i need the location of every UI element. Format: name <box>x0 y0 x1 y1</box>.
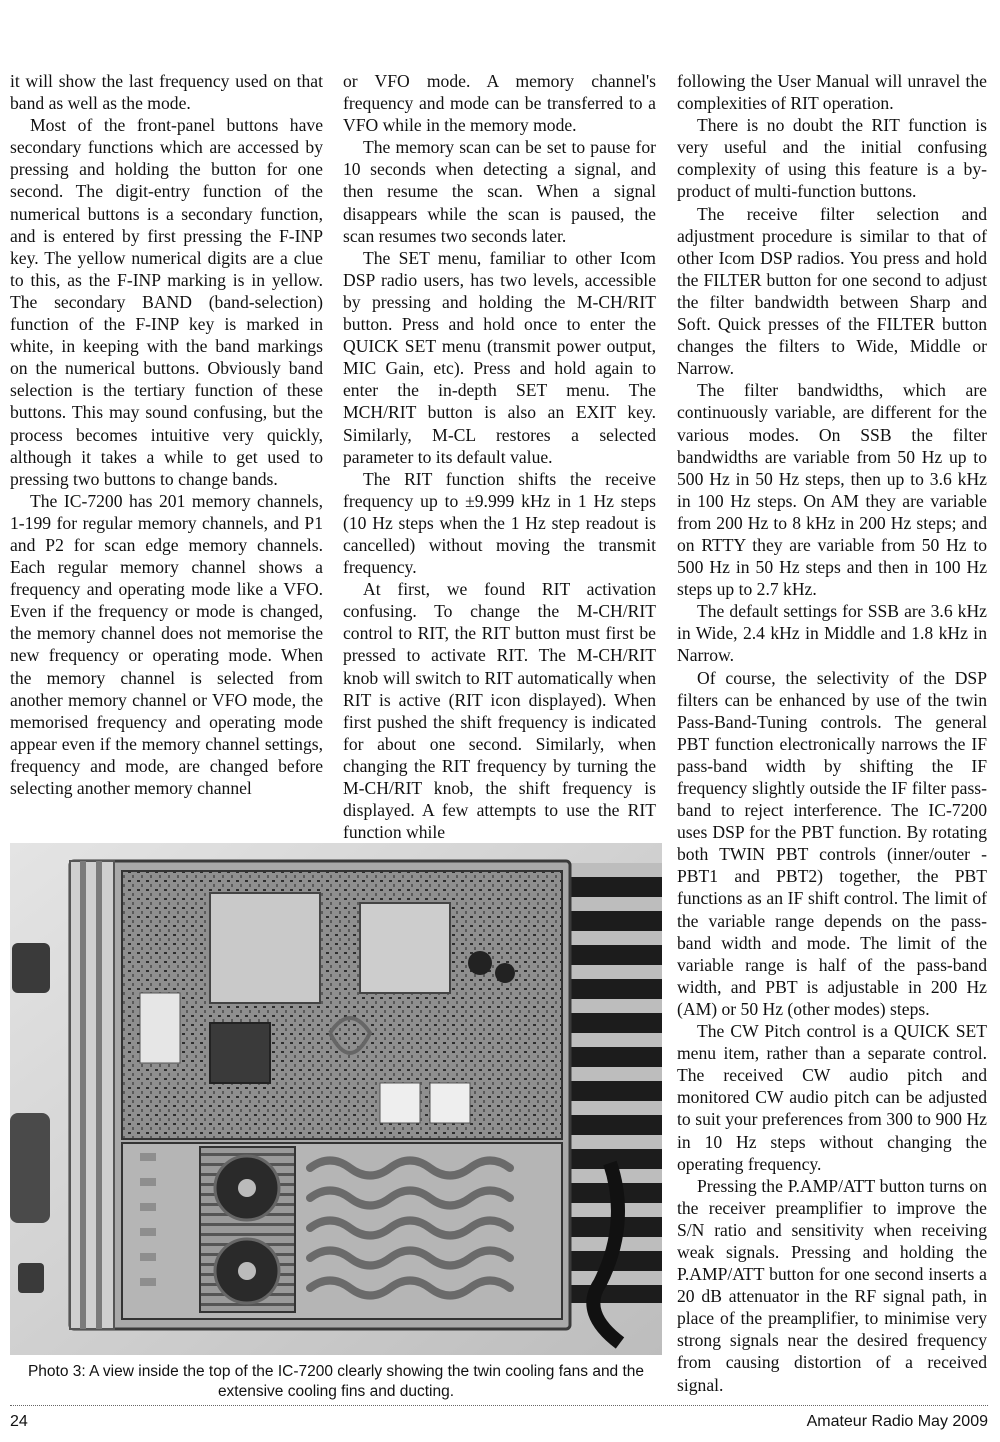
dsp-chip <box>210 1023 270 1083</box>
paragraph: following the User Manual will unravel the complexities of RIT operation. <box>677 71 987 114</box>
article-column-3 <box>677 70 987 1396</box>
article-column-1 <box>10 70 323 799</box>
paragraph: or VFO mode. A memory channel's frequency and mode can be transferred to a VFO while in the memory mode. <box>343 71 656 136</box>
paragraph: The RIT function shifts the receive frequency up to ±9.999 kHz in 1 Hz steps (10 Hz steps when the 1 Hz step readout is cancelled) without moving the transmit frequency. <box>343 468 656 578</box>
paragraph: The default settings for SSB are 3.6 kHz in Wide, 2.4 kHz in Middle and 1.8 kHz in Narrow. <box>677 601 987 666</box>
article-column-2 <box>343 70 656 843</box>
paragraph: The memory scan can be set to pause for 10 seconds when detecting a signal, and then resume the scan. When a signal disappears while the scan is paused, the scan resumes two seconds later. <box>343 137 656 246</box>
footer-divider <box>10 1405 988 1406</box>
photo-caption: Photo 3: A view inside the top of the IC-7200 clearly showing the twin cooling fans and the extensive cooling fins and ducting. <box>27 1363 645 1400</box>
paragraph: it will show the last frequency used on that band as well as the mode. <box>10 71 323 114</box>
circuit-board <box>122 871 562 1139</box>
paragraph: The CW Pitch control is a QUICK SET menu item, rather than a separate control. The received CW audio pitch and monitored CW audio pitch can be adjusted to suit your preferences from 300 to 900 Hz in 10 Hz steps without changing the operating frequency. <box>677 1021 987 1174</box>
paragraph: The SET menu, familiar to other Icom DSP radio users, has two levels, accessible by pressing and holding the M-CH/RIT button. Press and hold once to enter the QUICK SET menu (transmit power output, MIC Gain, etc). Press and hold again to enter the in-depth SET menu. The MCH/RIT button is also an EXIT key. Similarly, M-CL restores a selected parameter to its default value. <box>343 247 656 467</box>
front-knob <box>12 943 50 993</box>
paragraph: The filter bandwidths, which are continuously variable, are different for the various modes. On SSB the filter bandwidths are variable from 50 Hz up to 500 Hz in 50 Hz steps, then up to 3.6 kHz in 100 Hz steps. On AM they are variable from 200 Hz to 8 kHz in 200 Hz steps; and on RTTY they are variable from 50 Hz to 500 Hz in 50 Hz steps and then in 100 Hz steps up to 2.7 kHz. <box>677 380 987 600</box>
front-knob <box>10 1113 50 1223</box>
paragraph: The IC-7200 has 201 memory channels, 1-199 for regular memory channels, and P1 and P2 for scan edge memory channels. Each regular memory channel shows a frequency and operating mode like a VFO. Even if the frequency or mode is changed, the memory channel does not memorise the new frequency or operating mode. When the memory channel is selected from another memory channel or VFO mode, the memorised frequency and operating mode appear even if the memory channel settings, frequency and mode, are changed before selecting another memory channel <box>10 490 323 798</box>
paragraph: Most of the front-panel buttons have secondary functions which are accessed by pressing and holding the button for one second. The digit-entry function of the numerical buttons is a secondary function, and is entered by first pressing the F-INP key. The yellow numerical digits are a clue to this, as the F-INP marking is in yellow. The secondary BAND (band-selection) function of the F-INP key is marked in white, in keeping with the band markings on the numerical buttons. Obviously band selection is the tertiary function of these buttons. This may sound confusing, but the process becomes intuitive very quickly, although it takes a while to get used to pressing two buttons to change bands. <box>10 115 323 489</box>
photo-illustration <box>10 843 662 1355</box>
paragraph: There is no doubt the RIT function is very useful and the initial confusing complexity of using this feature is a by-product of multi-function buttons. <box>677 115 987 202</box>
shield-can <box>210 893 320 1003</box>
page-number: 24 <box>10 1413 28 1430</box>
publication-footer: Amateur Radio May 2009 <box>806 1413 988 1430</box>
shield-can <box>360 903 450 993</box>
paragraph: Of course, the selectivity of the DSP filters can be enhanced by use of the twin Pass-Band-Tuning controls. The general PBT function electronically narrows the IF pass-band width by shifting the IF frequency slightly outside the IF filter pass-band to reject interference. The IC-7200 uses DSP for the PBT function. By rotating both TWIN PBT controls (inner/outer - PBT1 and PBT2) together, the PBT functions as an IF shift control. The limit of the variable range depends on the pass-band width and mode. The limit of the variable range is half of the pass-band width, and PBT is adjustable in 200 Hz (AM) or 50 Hz (other modes) steps. <box>677 667 987 1019</box>
paragraph: The receive filter selection and adjustment procedure is similar to that of other Icom DSP radios. You press and hold the FILTER button for one second to adjust the filter bandwidth between Sharp and Soft. Quick presses of the FILTER button changes the filters to Wide, Middle or Narrow. <box>677 203 987 379</box>
radio-interior-photo <box>10 843 662 1355</box>
paragraph: Pressing the P.AMP/ATT button turns on the receiver preamplifier to improve the S/N ratio and sensitivity when receiving weak signals. Pressing and holding the P.AMP/ATT button for one second inserts a 20 dB attenuator in the RF signal path, in place of the preamplifier, to minimise very strong signals near the desired frequency from causing distortion of a received signal. <box>677 1175 987 1395</box>
paragraph: At first, we found RIT activation confusing. To change the M-CH/RIT control to RIT, the RIT button must first be pressed to activate RIT. The M-CH/RIT knob will switch to RIT automatically when RIT is active (RIT icon displayed). When first pushed the shift frequency is indicated for about one second. Similarly, when changing the RIT frequency by turning the M-CH/RIT knob, the shift frequency is displayed. A few attempts to use the RIT function while <box>343 579 656 843</box>
